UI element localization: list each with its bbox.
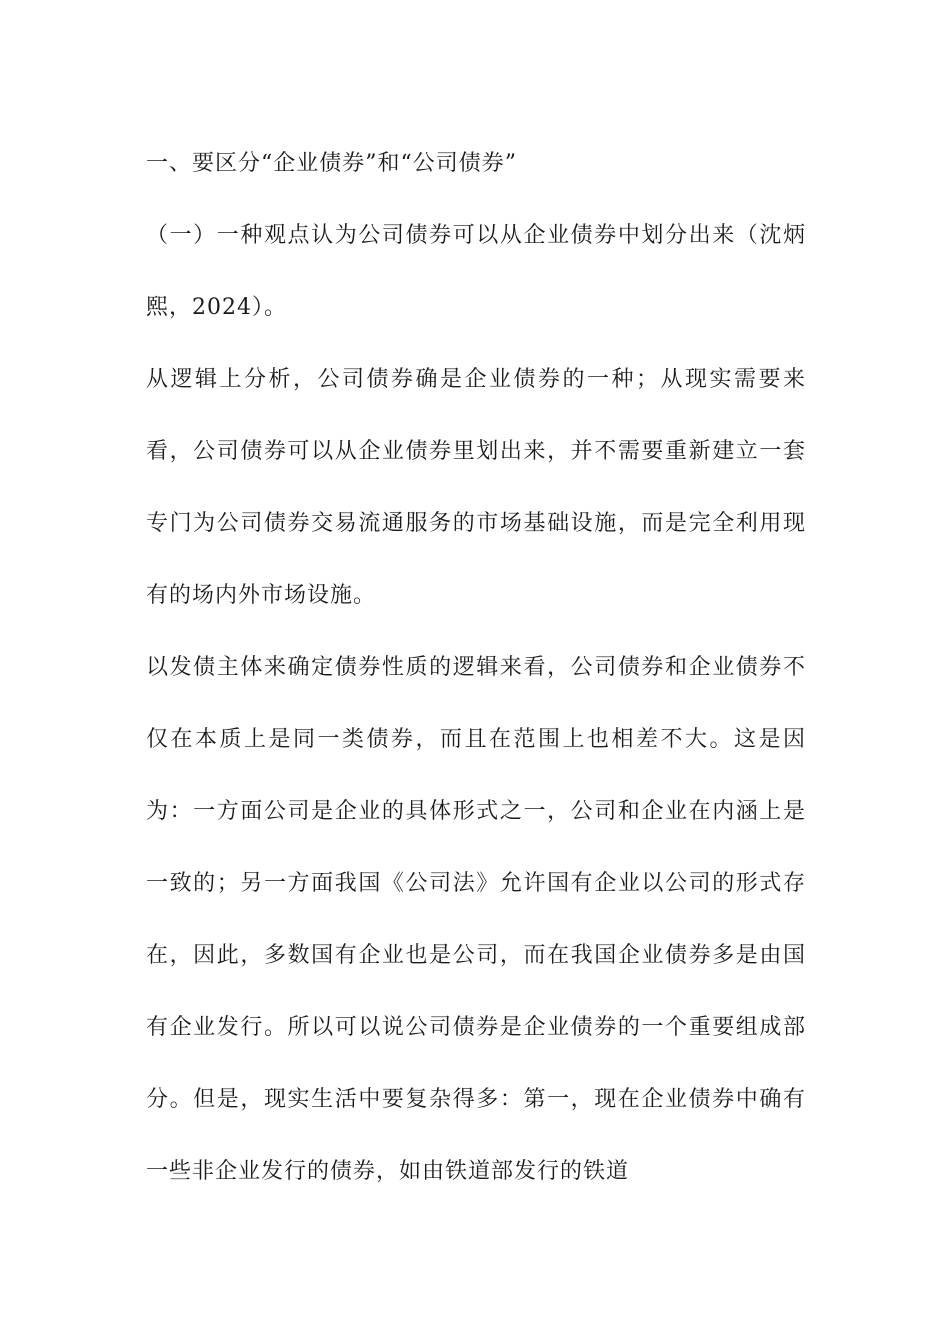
paragraph-logic-analysis: 从逻辑上分析，公司债券确是企业债券的一种；从现实需要来看，公司债券可以从企业债券里划出来，并不需要重新建立一套专门为公司债券交易流通服务的市场基础设施，而是完全利用现有的场内外市场设施。 (146, 367, 806, 608)
paragraph-viewpoint: （一）一种观点认为公司债券可以从企业债券中划分出来（沈炳熙，2024）。 (146, 223, 806, 320)
paragraph-issuer-logic: 以发债主体来确定债券性质的逻辑来看，公司债券和企业债券不仅在本质上是同一类债券，而且在范围上也相差不大。这是因为：一方面公司是企业的具体形式之一，公司和企业在内涵上是一致的；另一方面我国《公司法》允许国有企业以公司的形式存在，因此，多数国有企业也是公司，而在我国企业债券多是由国有企业发行。所以可以说公司债券是企业债券的一个重要组成部分。但是，现实生活中要复杂得多：第一，现在企业债券中确有一些非企业发行的债券，如由铁道部发行的铁道 (146, 655, 806, 1184)
section-heading: 一、要区分“企业债券”和“公司债券” (146, 151, 517, 176)
document-body (146, 128, 806, 1208)
